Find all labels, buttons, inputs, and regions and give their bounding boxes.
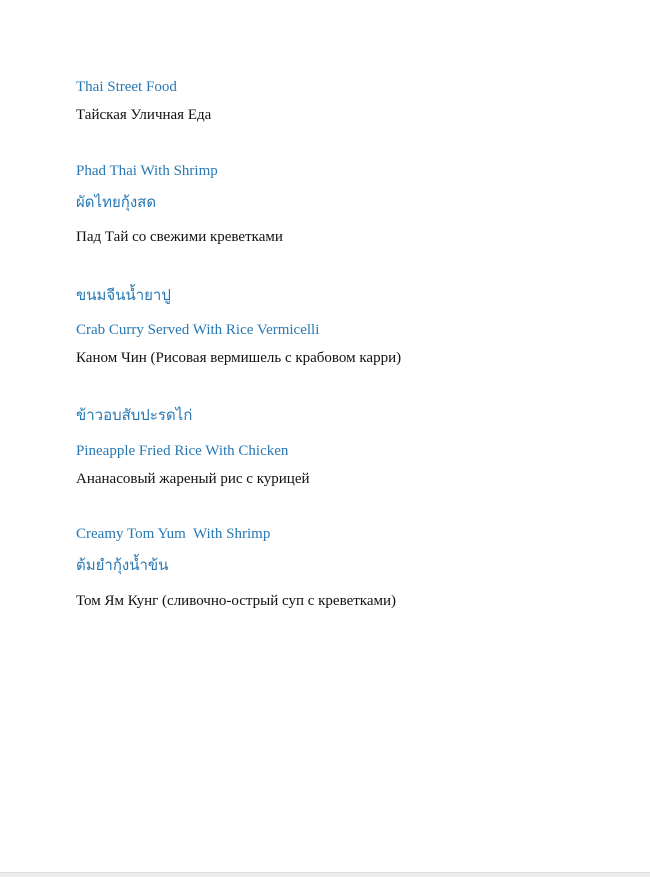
- dish-3-name-russian: Ананасовый жареный рис с курицей: [76, 471, 310, 487]
- dish-3-name-thai: ข้าวอบสับปะรดไก่: [76, 408, 193, 424]
- dish-4-name-thai: ต้มยำกุ้งน้ำข้น: [76, 558, 169, 574]
- dish-2-name-russian: Каном Чин (Рисовая вермишель с крабовом карри): [76, 350, 402, 366]
- dish-4-name-russian: Том Ям Кунг (сливочно-острый суп с креветками): [76, 593, 397, 609]
- section-title-russian: Тайская Уличная Еда: [76, 107, 212, 123]
- dish-3-name-english: Pineapple Fried Rice With Chicken: [76, 443, 289, 459]
- dish-1-name-russian: Пад Тай со свежими креветками: [76, 229, 283, 245]
- dish-1-name-thai: ผัดไทยกุ้งสด: [76, 195, 157, 211]
- dish-4-name-english: Creamy Tom Yum With Shrimp: [76, 526, 271, 542]
- dish-2-name-thai: ขนมจีนน้ำยาปู: [76, 288, 171, 304]
- dish-1-name-english: Phad Thai With Shrimp: [76, 163, 218, 179]
- dish-2-name-english: Crab Curry Served With Rice Vermicelli: [76, 322, 320, 338]
- section-title-english: Thai Street Food: [76, 79, 177, 95]
- page-bottom-edge: [0, 872, 650, 877]
